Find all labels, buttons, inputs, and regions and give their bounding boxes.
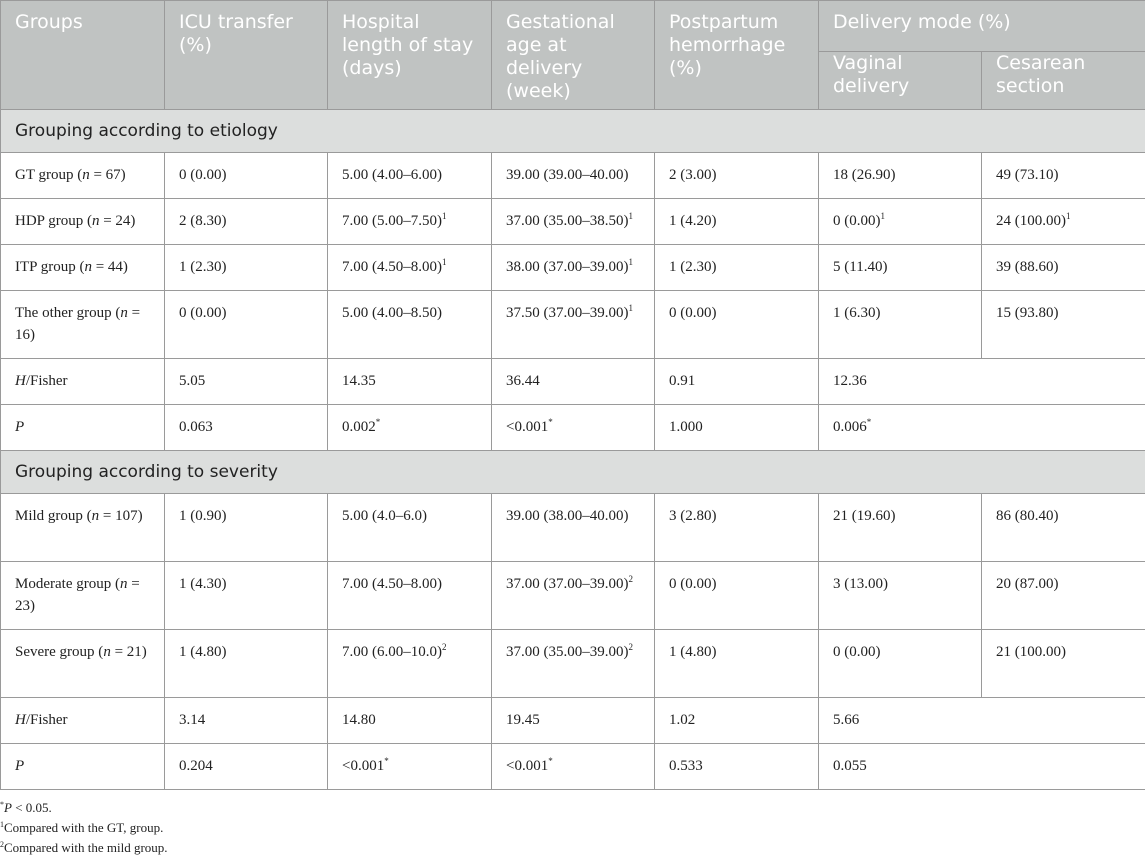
delivery-mode-cell: 0.006* bbox=[819, 405, 1145, 451]
pph-cell: 1 (4.20) bbox=[655, 199, 819, 245]
section-title: Grouping according to severity bbox=[1, 451, 1145, 494]
group-label: Severe group (n = 21) bbox=[1, 630, 165, 698]
p-value-row bbox=[1, 405, 1145, 451]
hospital-stay-cell: 14.80 bbox=[328, 698, 492, 744]
hospital-stay-cell: 5.00 (4.0–6.0) bbox=[328, 494, 492, 562]
gestational-age-cell: 36.44 bbox=[492, 359, 655, 405]
gestational-age-cell: 37.00 $(35.00-38.50)^1$ bbox=[492, 199, 655, 245]
icu-transfer-cell: 5.05 bbox=[165, 359, 328, 405]
gestational-age-cell: 37.00 $(35.00-39.00)^2$ bbox=[492, 630, 655, 698]
gestational-age-cell: 19.45 bbox=[492, 698, 655, 744]
gestational-age-cell: 38.00 $(37.00-39.00)^1$ bbox=[492, 245, 655, 291]
table-row bbox=[1, 245, 1145, 291]
statistic-row bbox=[1, 359, 1145, 405]
footnote: *P < 0.05. bbox=[0, 800, 52, 815]
header-cesarean-section: Cesarean section bbox=[982, 52, 1145, 110]
footnote: $^2$Compared with the mild group. bbox=[0, 840, 168, 855]
delivery-mode-cell: 0.055 bbox=[819, 744, 1145, 790]
hospital-stay-cell: 7.00 $(4.50-8.00)^1$ bbox=[328, 245, 492, 291]
pph-cell: 0.533 bbox=[655, 744, 819, 790]
vaginal-delivery-cell: 1 (6.30) bbox=[819, 291, 982, 359]
header-hospital-stay: Hospital length of stay (days) bbox=[328, 1, 492, 110]
cesarean-section-cell: 20 (87.00) bbox=[982, 562, 1145, 630]
section-header-row bbox=[1, 110, 1145, 153]
pph-cell: 0 (0.00) bbox=[655, 291, 819, 359]
group-label: Mild group (n = 107) bbox=[1, 494, 165, 562]
hospital-stay-cell: 7.00 (4.50–8.00) bbox=[328, 562, 492, 630]
hospital-stay-cell: 0.002* bbox=[328, 405, 492, 451]
vaginal-delivery-cell: 18 (26.90) bbox=[819, 153, 982, 199]
header-postpartum-hemorrhage: Postpartum hemorrhage (%) bbox=[655, 1, 819, 110]
pph-cell: 3 (2.80) bbox=[655, 494, 819, 562]
gestational-age-cell: 37.50 $(37.00-39.00)^1$ bbox=[492, 291, 655, 359]
pph-cell: 1.02 bbox=[655, 698, 819, 744]
table-row bbox=[1, 562, 1145, 630]
cesarean-section-cell: 21 (100.00) bbox=[982, 630, 1145, 698]
footnote: $^1$Compared with the GT, group. bbox=[0, 820, 164, 835]
group-label: The other group (n = 16) bbox=[1, 291, 165, 359]
section-title: Grouping according to etiology bbox=[1, 110, 1145, 153]
hospital-stay-cell: 7.00 $(6.00-10.0)^2$ bbox=[328, 630, 492, 698]
vaginal-delivery-cell: 0 $(0.00)^1$ bbox=[819, 199, 982, 245]
stat-label: H/Fisher bbox=[1, 698, 165, 744]
vaginal-delivery-cell: 0 (0.00) bbox=[819, 630, 982, 698]
icu-transfer-cell: 0 (0.00) bbox=[165, 291, 328, 359]
statistic-row bbox=[1, 698, 1145, 744]
p-value-row bbox=[1, 744, 1145, 790]
stat-label: P bbox=[1, 405, 165, 451]
icu-transfer-cell: 3.14 bbox=[165, 698, 328, 744]
vaginal-delivery-cell: 5 (11.40) bbox=[819, 245, 982, 291]
icu-transfer-cell: 0.204 bbox=[165, 744, 328, 790]
gestational-age-cell: 39.00 (39.00–40.00) bbox=[492, 153, 655, 199]
icu-transfer-cell: 2 (8.30) bbox=[165, 199, 328, 245]
delivery-mode-cell: 5.66 bbox=[819, 698, 1145, 744]
table-row bbox=[1, 630, 1145, 698]
gestational-age-cell: 39.00 (38.00–40.00) bbox=[492, 494, 655, 562]
group-label: ITP group (n = 44) bbox=[1, 245, 165, 291]
icu-transfer-cell: 1 (4.30) bbox=[165, 562, 328, 630]
table-row bbox=[1, 494, 1145, 562]
hospital-stay-cell: 5.00 (4.00–8.50) bbox=[328, 291, 492, 359]
section-header-row bbox=[1, 451, 1145, 494]
pph-cell: 0.91 bbox=[655, 359, 819, 405]
hospital-stay-cell: 7.00 $(5.00-7.50)^1$ bbox=[328, 199, 492, 245]
pph-cell: 1.000 bbox=[655, 405, 819, 451]
header-vaginal-delivery: Vaginal delivery bbox=[819, 52, 982, 110]
gestational-age-cell: <0.001* bbox=[492, 744, 655, 790]
icu-transfer-cell: 0.063 bbox=[165, 405, 328, 451]
cesarean-section-cell: 39 (88.60) bbox=[982, 245, 1145, 291]
icu-transfer-cell: 0 (0.00) bbox=[165, 153, 328, 199]
stat-label: H/Fisher bbox=[1, 359, 165, 405]
header-icu-transfer: ICU transfer (%) bbox=[165, 1, 328, 110]
icu-transfer-cell: 1 (2.30) bbox=[165, 245, 328, 291]
table-row bbox=[1, 199, 1145, 245]
hospital-stay-cell: <0.001* bbox=[328, 744, 492, 790]
pph-cell: 2 (3.00) bbox=[655, 153, 819, 199]
pph-cell: 1 (4.80) bbox=[655, 630, 819, 698]
gestational-age-cell: 37.00 $(37.00-39.00)^2$ bbox=[492, 562, 655, 630]
group-label: GT group (n = 67) bbox=[1, 153, 165, 199]
table-footnotes bbox=[0, 790, 1145, 858]
icu-transfer-cell: 1 (4.80) bbox=[165, 630, 328, 698]
gestational-age-cell: <0.001* bbox=[492, 405, 655, 451]
pph-cell: 0 (0.00) bbox=[655, 562, 819, 630]
table-body bbox=[1, 110, 1145, 790]
header-groups: Groups bbox=[1, 1, 165, 110]
cesarean-section-cell: 24 $(100.00)^1$ bbox=[982, 199, 1145, 245]
table-row bbox=[1, 153, 1145, 199]
header-delivery-mode: Delivery mode (%) bbox=[819, 1, 1145, 52]
delivery-mode-cell: 12.36 bbox=[819, 359, 1145, 405]
hospital-stay-cell: 5.00 (4.00–6.00) bbox=[328, 153, 492, 199]
stat-label: P bbox=[1, 744, 165, 790]
table-row bbox=[1, 291, 1145, 359]
group-label: Moderate group (n = 23) bbox=[1, 562, 165, 630]
hospital-stay-cell: 14.35 bbox=[328, 359, 492, 405]
vaginal-delivery-cell: 3 (13.00) bbox=[819, 562, 982, 630]
cesarean-section-cell: 15 (93.80) bbox=[982, 291, 1145, 359]
icu-transfer-cell: 1 (0.90) bbox=[165, 494, 328, 562]
cesarean-section-cell: 49 (73.10) bbox=[982, 153, 1145, 199]
cesarean-section-cell: 86 (80.40) bbox=[982, 494, 1145, 562]
pph-cell: 1 (2.30) bbox=[655, 245, 819, 291]
group-label: HDP group (n = 24) bbox=[1, 199, 165, 245]
vaginal-delivery-cell: 21 (19.60) bbox=[819, 494, 982, 562]
header-gestational-age: Gestational age at delivery (week) bbox=[492, 1, 655, 110]
